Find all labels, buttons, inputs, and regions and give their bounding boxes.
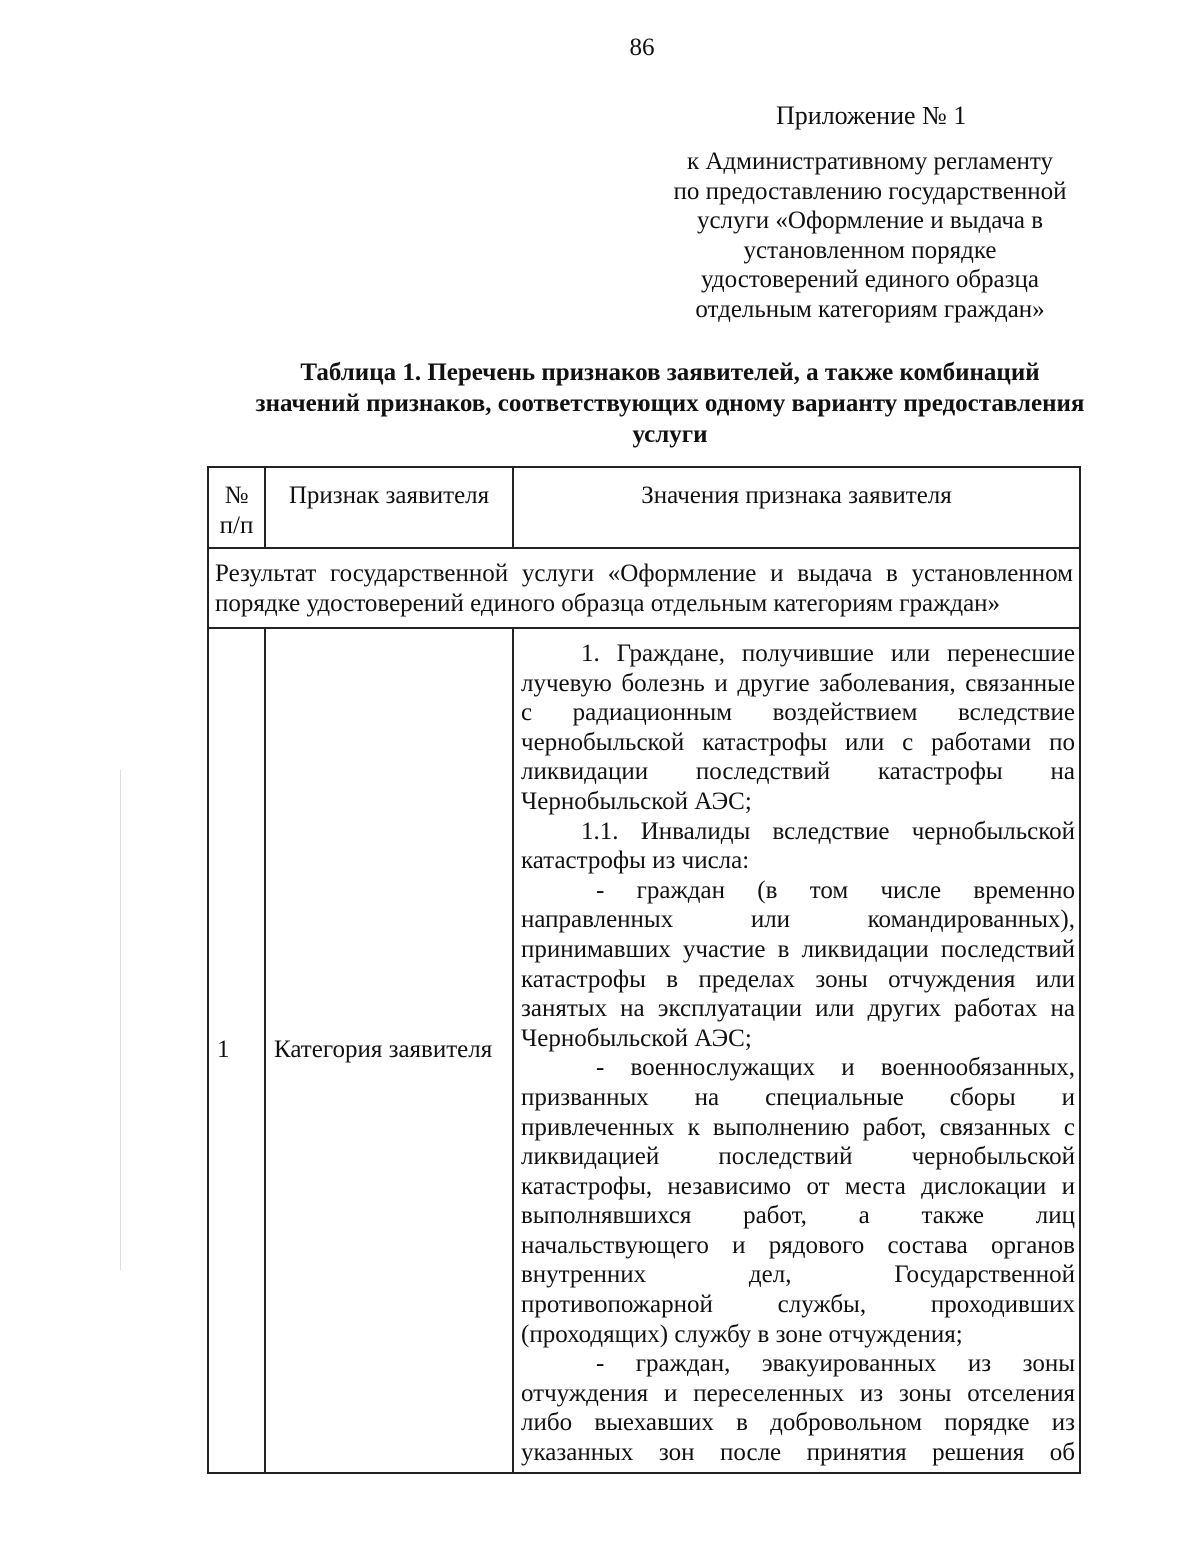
value-line: ликвидации последствий катастрофы на — [521, 758, 1075, 786]
table-caption-line: услуги — [632, 421, 708, 448]
appendix-title: Приложение № 1 — [776, 101, 967, 130]
value-line: направленных или командированных), — [521, 906, 1075, 934]
value-line: отчуждения и переселенных из зоны отселения — [521, 1379, 1075, 1407]
value-line: с радиационным воздействием вследствие — [521, 699, 1075, 727]
appendix-reference-line: удостоверений единого образца — [701, 266, 1039, 293]
appendix-reference-line: отдельным категориям граждан» — [695, 295, 1045, 323]
page-number: 86 — [629, 34, 655, 61]
result-line: Результат государственной услуги «Оформление и выдача в установленном — [215, 560, 1073, 587]
value-line: - военнослужащих и военнообязанных, — [596, 1054, 1075, 1082]
header-sign: Признак заявителя — [265, 467, 513, 548]
value-line: (проходящих) службу в зоне отчуждения; — [521, 1320, 963, 1348]
appendix-reference-line: услуги «Оформление и выдача в — [696, 207, 1044, 234]
row-sign: Категория заявителя — [265, 628, 513, 1473]
value-line: привлеченных к выполнению работ, связанных с — [521, 1113, 1075, 1141]
appendix-reference-line: по предоставлению государственной — [673, 177, 1067, 205]
table-caption-line: Таблица 1. Перечень признаков заявителей, а также комбинаций — [300, 359, 1040, 386]
value-line: либо выехавших в добровольном порядке из — [521, 1409, 1075, 1437]
value-line: указанных зон после принятия решения об — [521, 1439, 1075, 1467]
value-line: принимавших участие в ликвидации последствий — [521, 935, 1075, 963]
value-line: 1. Граждане, получившие или перенесшие — [581, 640, 1075, 667]
value-line: катастрофы из числа: — [521, 847, 750, 875]
appendix-reference-line: установленном порядке — [743, 236, 997, 264]
value-line: 1.1. Инвалиды вследствие чернобыльской — [581, 817, 1075, 845]
value-line: Чернобыльской АЭС; — [521, 787, 752, 815]
row-values — [513, 628, 1080, 1473]
value-line: лучевую болезнь и другие заболевания, связанные — [521, 669, 1075, 697]
value-line: призванных на специальные сборы и — [521, 1083, 1075, 1111]
value-line: катастрофы в пределах зоны отчуждения или — [521, 965, 1075, 993]
value-line: - граждан, эвакуированных из зоны — [596, 1350, 1075, 1378]
value-line: выполнявшихся работ, а также лиц — [521, 1202, 1075, 1230]
value-line: ликвидацией последствий чернобыльской — [521, 1143, 1075, 1171]
appendix-reference — [650, 147, 1090, 324]
value-line: начальствующего и рядового состава органов — [521, 1231, 1075, 1259]
header-num-line1: № — [224, 482, 249, 509]
applicant-signs-table — [207, 466, 1081, 1474]
result-row — [208, 548, 1080, 628]
row-number: 1 — [208, 628, 265, 1473]
header-num-line2: п/п — [219, 512, 254, 539]
value-line: противопожарной службы, проходивших — [521, 1291, 1075, 1319]
table-caption-line: значений признаков, соответствующих одному варианту предоставления — [255, 390, 1085, 417]
table-caption — [150, 357, 1190, 450]
header-values: Значения признака заявителя — [513, 467, 1080, 548]
result-line: порядке удостоверений единого образца отдельным категориям граждан» — [215, 590, 1001, 617]
table-row — [208, 628, 1080, 1473]
result-cell — [208, 548, 1080, 628]
value-line: чернобыльской катастрофы или с работами по — [521, 728, 1075, 756]
value-line: Чернобыльской АЭС; — [521, 1024, 752, 1052]
header-num — [208, 467, 265, 548]
value-line: катастрофы, независимо от места дислокации и — [521, 1172, 1075, 1200]
scan-artifact-line — [120, 770, 121, 1270]
table-header-row — [208, 467, 1080, 548]
appendix-reference-line: к Административному регламенту — [686, 148, 1054, 175]
value-line: внутренних дел, Государственной — [521, 1261, 1075, 1289]
value-line: - граждан (в том числе временно — [596, 876, 1075, 904]
value-line: занятых на эксплуатации или других работах на — [521, 995, 1075, 1023]
